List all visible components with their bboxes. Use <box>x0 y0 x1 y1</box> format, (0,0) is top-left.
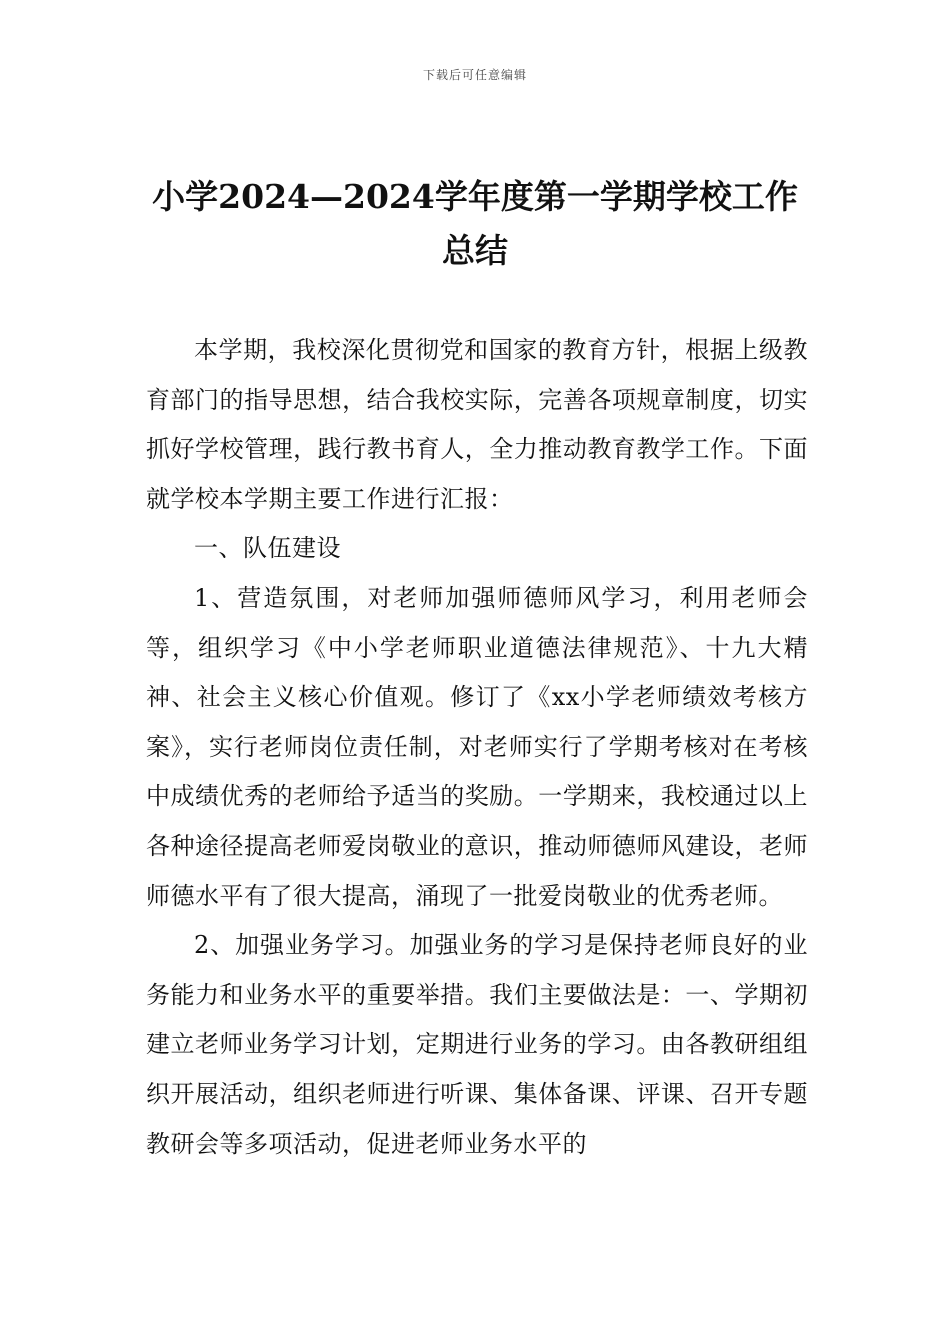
document-title: 小学2024—2024学年度第一学期学校工作总结 <box>152 177 798 270</box>
paragraph-item-1: 1、营造氛围，对老师加强师德师风学习，利用老师会等，组织学习《中小学老师职业道德法律规范》、十九大精神、社会主义核心价值观。修订了《xx小学老师绩效考核方案》，实行老师岗位责任制，对老师实行了学期考核对在考核中成绩优秀的老师给予适当的奖励。一学期来，我校通过以上各种途径提高老师爱岗敬业的意识，推动师德师风建设，老师师德水平有了很大提高，涌现了一批爱岗敬业的优秀老师。 <box>146 583 808 910</box>
paragraph-item-2: 2、加强业务学习。加强业务的学习是保持老师良好的业务能力和业务水平的重要举措。我们主要做法是：一、学期初建立老师业务学习计划，定期进行业务的学习。由各教研组组织开展活动，组织老师进行听课、集体备课、评课、召开专题教研会等多项活动，促进老师业务水平的 <box>146 931 808 1158</box>
paragraph-intro: 本学期，我校深化贯彻党和国家的教育方针，根据上级教育部门的指导思想，结合我校实际，完善各项规章制度，切实抓好学校管理，践行教书育人，全力推动教育教学工作。下面就学校本学期主要工作进行汇报： <box>146 336 808 513</box>
section-heading-team-building: 一、队伍建设 <box>194 534 341 563</box>
header-note: 下载后可任意编辑 <box>422 68 527 82</box>
document-body <box>146 326 808 1169</box>
